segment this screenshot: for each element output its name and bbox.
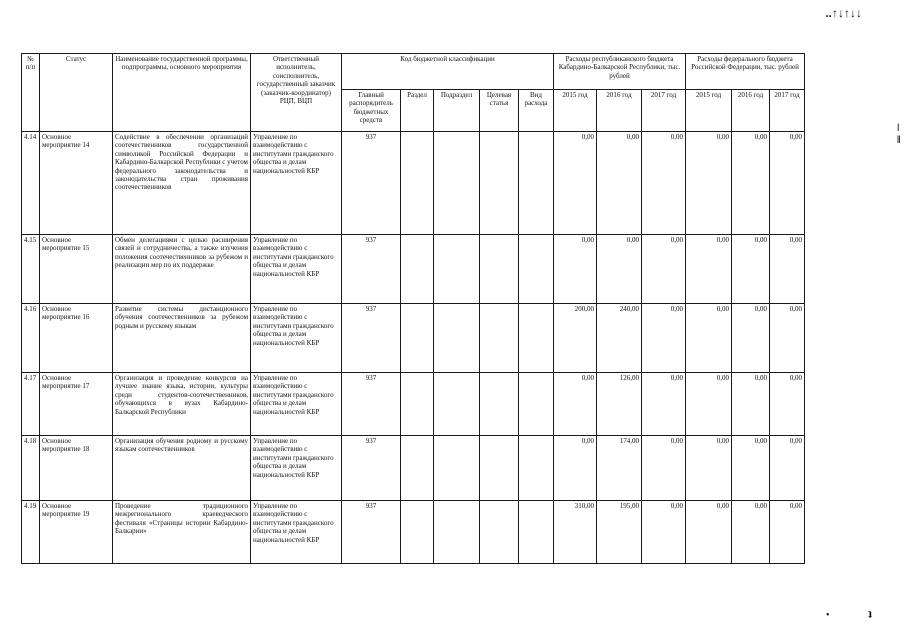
row-activity-name: Проведение традиционного межрегионального краеведческого фестиваля «Страницы истории Кабардино-Балкарии» xyxy=(113,501,251,564)
table-row xyxy=(22,132,805,235)
row-executor: Управление по взаимодействию с институтами гражданского общества и делам национальностей КБР xyxy=(251,304,342,373)
row-rep-2015: 200,00 xyxy=(554,304,597,373)
row-number: 4.14 xyxy=(22,132,40,235)
row-rep-2017: 0,00 xyxy=(642,235,686,304)
row-fed-2015: 0,00 xyxy=(686,235,732,304)
row-expense-type-code xyxy=(519,436,554,501)
row-section-code xyxy=(401,436,434,501)
row-fed-2017: 0,00 xyxy=(770,304,805,373)
header-year-rep: 2016 год xyxy=(597,90,642,132)
row-fed-2015: 0,00 xyxy=(686,132,732,235)
row-fed-2015: 0,00 xyxy=(686,436,732,501)
row-target-article-code xyxy=(480,235,519,304)
row-status: Основное мероприятие 15 xyxy=(40,235,113,304)
row-activity-name: Развитие системы дистанционного обучения соотечественников за рубежом родным и русскому языкам xyxy=(113,304,251,373)
margin-mark-bottom-left: • xyxy=(826,610,830,621)
row-rep-2016: 126,00 xyxy=(597,373,642,436)
row-executor: Управление по взаимодействию с институтами гражданского общества и делам национальностей КБР xyxy=(251,501,342,564)
row-fed-2016: 0,00 xyxy=(732,373,770,436)
header-year-fed: 2015 год xyxy=(686,90,732,132)
row-main-manager-code: 937 xyxy=(342,501,401,564)
row-target-article-code xyxy=(480,373,519,436)
table-row xyxy=(22,436,805,501)
row-rep-2017: 0,00 xyxy=(642,501,686,564)
row-number: 4.19 xyxy=(22,501,40,564)
row-fed-2017: 0,00 xyxy=(770,501,805,564)
row-rep-2015: 0,00 xyxy=(554,132,597,235)
row-target-article-code xyxy=(480,304,519,373)
header-code-col: Главный распорядитель бюджетных средств xyxy=(342,90,401,132)
row-main-manager-code: 937 xyxy=(342,235,401,304)
corner-handwritten-mark: ..↑↓↑↓↓ xyxy=(826,6,862,20)
row-rep-2016: 0,00 xyxy=(597,235,642,304)
row-fed-2016: 0,00 xyxy=(732,304,770,373)
header-code-group: Код бюджетной классификации xyxy=(342,54,554,90)
row-status: Основное мероприятие 19 xyxy=(40,501,113,564)
row-status: Основное мероприятие 18 xyxy=(40,436,113,501)
header-year-rep: 2015 год xyxy=(554,90,597,132)
header-code-col: Целевая статья xyxy=(480,90,519,132)
row-main-manager-code: 937 xyxy=(342,373,401,436)
row-rep-2017: 0,00 xyxy=(642,373,686,436)
row-subsection-code xyxy=(434,132,480,235)
row-status: Основное мероприятие 17 xyxy=(40,373,113,436)
margin-mark-right: ǀ ‖ xyxy=(897,122,901,146)
row-subsection-code xyxy=(434,304,480,373)
header-code-col: Раздел xyxy=(401,90,434,132)
header-code-col: Подраздел xyxy=(434,90,480,132)
row-main-manager-code: 937 xyxy=(342,436,401,501)
row-subsection-code xyxy=(434,373,480,436)
header-num: № п/п xyxy=(22,54,40,132)
table-header xyxy=(22,54,805,132)
row-executor: Управление по взаимодействию с институтами гражданского общества и делам национальностей КБР xyxy=(251,235,342,304)
header-name: Наименование государственной программы, подпрограммы, основного мероприятия xyxy=(113,54,251,132)
row-target-article-code xyxy=(480,436,519,501)
row-rep-2017: 0,00 xyxy=(642,436,686,501)
row-expense-type-code xyxy=(519,132,554,235)
row-fed-2016: 0,00 xyxy=(732,235,770,304)
header-fed-budget-group: Расходы федерального бюджета Российской Федерации, тыс. рублей xyxy=(686,54,805,90)
row-status: Основное мероприятие 16 xyxy=(40,304,113,373)
row-activity-name: Организация обучения родному и русскому языкам соотечественников xyxy=(113,436,251,501)
row-target-article-code xyxy=(480,132,519,235)
table-row xyxy=(22,304,805,373)
header-year-fed: 2016 год xyxy=(732,90,770,132)
row-expense-type-code xyxy=(519,373,554,436)
row-expense-type-code xyxy=(519,304,554,373)
row-subsection-code xyxy=(434,235,480,304)
row-executor: Управление по взаимодействию с институтами гражданского общества и делам национальностей КБР xyxy=(251,373,342,436)
budget-table xyxy=(21,53,805,564)
row-main-manager-code: 937 xyxy=(342,132,401,235)
header-year-rep: 2017 год xyxy=(642,90,686,132)
row-section-code xyxy=(401,373,434,436)
row-number: 4.16 xyxy=(22,304,40,373)
row-fed-2017: 0,00 xyxy=(770,132,805,235)
row-number: 4.15 xyxy=(22,235,40,304)
row-expense-type-code xyxy=(519,501,554,564)
row-activity-name: Содействие в обеспечении организаций соотечественников государственной символикой Российской Федерации и Кабардино-Балкарской Республики с учетом федерального законодательства и законодательства стран проживания соотечественников xyxy=(113,132,251,235)
row-section-code xyxy=(401,501,434,564)
row-activity-name: Обмен делегациями с целью расширения связей и сотрудничества, а также изучения положения соотечественников за рубежом и реализации мер по их поддержке xyxy=(113,235,251,304)
row-fed-2016: 0,00 xyxy=(732,436,770,501)
row-executor: Управление по взаимодействию с институтами гражданского общества и делам национальностей КБР xyxy=(251,436,342,501)
row-target-article-code xyxy=(480,501,519,564)
row-rep-2015: 0,00 xyxy=(554,235,597,304)
table-row xyxy=(22,235,805,304)
row-section-code xyxy=(401,235,434,304)
row-rep-2015: 0,00 xyxy=(554,373,597,436)
row-fed-2015: 0,00 xyxy=(686,304,732,373)
row-section-code xyxy=(401,304,434,373)
header-executor: Ответственный исполнитель, соисполнитель, государственный заказчик (заказчик-координатор) РЦП, ВЦП xyxy=(251,54,342,132)
row-subsection-code xyxy=(434,501,480,564)
row-rep-2016: 195,00 xyxy=(597,501,642,564)
row-rep-2017: 0,00 xyxy=(642,132,686,235)
header-status: Статус xyxy=(40,54,113,132)
row-rep-2016: 174,00 xyxy=(597,436,642,501)
header-year-fed: 2017 год xyxy=(770,90,805,132)
row-status: Основное мероприятие 14 xyxy=(40,132,113,235)
row-fed-2016: 0,00 xyxy=(732,132,770,235)
header-rep-budget-group: Расходы республиканского бюджета Кабардино-Балкарской Республики, тыс. рублей xyxy=(554,54,686,90)
row-fed-2015: 0,00 xyxy=(686,501,732,564)
row-fed-2017: 0,00 xyxy=(770,436,805,501)
row-rep-2015: 310,00 xyxy=(554,501,597,564)
row-activity-name: Организация и проведение конкурсов на лучшее знание языка, истории, культуры среди студентов-соотечественников, обучающихся в вузах Кабардино-Балкарской Республики xyxy=(113,373,251,436)
row-fed-2015: 0,00 xyxy=(686,373,732,436)
row-section-code xyxy=(401,132,434,235)
row-rep-2016: 0,00 xyxy=(597,132,642,235)
row-rep-2016: 240,00 xyxy=(597,304,642,373)
row-number: 4.18 xyxy=(22,436,40,501)
row-rep-2017: 0,00 xyxy=(642,304,686,373)
row-rep-2015: 0,00 xyxy=(554,436,597,501)
row-expense-type-code xyxy=(519,235,554,304)
row-number: 4.17 xyxy=(22,373,40,436)
row-main-manager-code: 937 xyxy=(342,304,401,373)
row-fed-2017: 0,00 xyxy=(770,235,805,304)
header-code-col: Вид расхода xyxy=(519,90,554,132)
margin-mark-bottom-right: ʇ xyxy=(868,607,872,621)
table-row xyxy=(22,373,805,436)
row-subsection-code xyxy=(434,436,480,501)
row-executor: Управление по взаимодействию с институтами гражданского общества и делам национальностей КБР xyxy=(251,132,342,235)
row-fed-2017: 0,00 xyxy=(770,373,805,436)
table-row xyxy=(22,501,805,564)
row-fed-2016: 0,00 xyxy=(732,501,770,564)
